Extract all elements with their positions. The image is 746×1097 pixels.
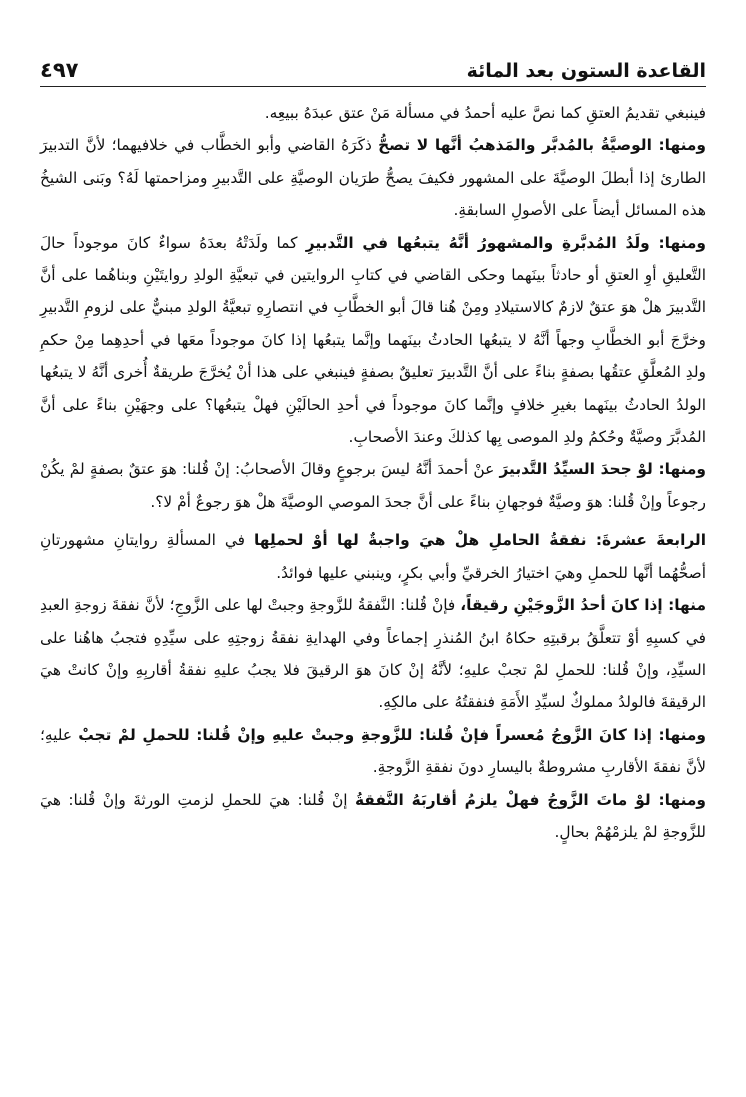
paragraph-lead: الرابعةَ عشرةَ: نفقةُ الحاملِ هلْ هيَ واجبةٌ لها أوْ لحملِها [253,531,706,550]
page-number: ٤٩٧ [40,58,79,82]
paragraph-lead: ومنها: الوصيَّةُ بالمُدبَّر والمَذهبُ أنَّها لا تصحُّ [378,136,706,155]
paragraph-text: عليهِ؛ لأنَّ نفقةَ الأقاربِ مشروطةٌ باليسارِ دونَ نفقةِ الزَّوجةِ. [40,725,706,777]
page-header [40,48,706,87]
paragraph-lead: ومنها: إذا كانَ الزَّوجُ مُعسراً فإنْ قُلنا: للزَّوجةِ وجبتْ عليهِ وإنْ قُلنا: للحملِ لمْ تجبْ [78,725,706,744]
page-body [40,97,706,848]
running-title: القاعدة الستون بعد المائة [466,60,706,82]
paragraph-text: فإنْ قُلنا: النَّفقةُ للزَّوجةِ وجبتْ لها على الزَّوجِ؛ لأنَّ نفقةَ زوجةِ العبدِ في كسبِهِ أوْ تتعلَّقُ برقبتِهِ حكاهُ ابنُ المُنذرِ إجماعاً وفي الهدايةِ نفقةُ زوجتِهِ على سيِّدِهِ فتجبُ هاهُنا على السيِّدِ، وإنْ قُلنا: للحملِ لمْ تجبْ عليهِ؛ لأنَّهُ إنْ كانَ هوَ الرقيقَ فلا يجبُ عليهِ نفقةُ أقاربِهِ وإنْ كانتْ هيَ الرقيقةَ فالولدُ مملوكٌ لسيِّدِ الأَمَةِ فنفقتُهُ على مالكِهِ. [40,596,706,712]
paragraph-text: فينبغي تقديمُ العتقِ كما نصَّ عليه أحمدُ في مسألة مَنْ عتق عبدَهُ ببيعِه. [264,104,706,122]
paragraph-6 [40,589,706,719]
paragraph-text: عنْ أحمدَ أنَّهُ ليسَ برجوعٍ وقالَ الأصحابُ: إنْ قُلنا: هوَ عتقٌ بصفةٍ لمْ يكُنْ رجوعاً وإنْ قُلنا: هوَ وصيَّةٌ فوجهانِ بناءً على أنَّ جحدَ الموصي الوصيَّةَ هلْ هوَ رجوعٌ أمْ لا؟. [40,460,706,511]
paragraph-1 [40,97,706,129]
paragraph-lead: ومنها: لوْ ماتَ الزَّوجُ فهلْ يلزمُ أقاربَهُ النَّفقةُ [354,790,706,809]
paragraph-text: كما ولَدَتْهُ بعدَهُ سواءٌ كانَ موجوداً حالَ التَّعليقِ أوِ العتقِ أو حادثاً بينَهما وحكى القاضي في كتابِ الروايتين في تبعيَّةِ الولدِ روايتَيْنِ وبناهُما على أنَّ التَّدبيرَ هلْ هوَ عتقٌ لازمٌ كالاستيلادِ ومِنْ هُنا قالَ أبو الخطَّابِ في انتصارِهِ تبعيَّةُ الولدِ مبنيٌّ على لزومِ التَّدبيرِ وخرَّجَ أبو الخطَّابِ وجهاً أنَّهُ لا يتبعُها الحادثُ بينَهما وإنَّما يتبعُها إذا كانَ موجوداً معَها في أحدِهِما مِنْ حكمِ ولدِ المُعلَّقِ عتقُها بصفةٍ بناءً على أنَّ التَّدبيرَ تعليقٌ بصفةٍ فينبغي على هذا أنْ يُخرَّجَ طريقةٌ أُخرى أنَّهُ لا يتبعُها الولدُ الحادثُ بينَهما بغيرِ خلافٍ وإنَّما كانَ موجوداً في أحدِ الحالَيْنِ فهلْ يتبعُها؟ على وجهَيْنِ بناءً على أنَّ المُدبَّرَ وصيَّةٌ وحُكمُ ولدِ الموصى بِها كذلكَ وعندَ الأصحابِ. [40,233,706,447]
paragraph-lead: ومنها: لوْ جحدَ السيِّدُ التَّدبيرَ [499,460,706,479]
paragraph-lead: منها: إذا كانَ أحدُ الزَّوجَيْنِ رقيقاً، [460,596,706,615]
paragraph-3 [40,227,706,454]
paragraph-text: ذكَرَهُ القاضي وأبو الخطَّاب في خلافيهما؛ لأنَّ التدبيرَ الطارئ إذا أبطلَ الوصيَّةَ على المشهور فكيفَ يصحُّ طرَيان الوصيَّةِ على التَّدبيرِ ومزاحمتها لَهُ؟ وبَنى الشيخُ هذه المسائل أيضاً على الأصولِ السابقةِ. [40,136,706,220]
paragraph-8 [40,784,706,849]
paragraph-5 [40,524,706,589]
book-page [40,48,706,1078]
paragraph-4 [40,453,706,518]
paragraph-text: في المسألةِ روايتانِ مشهورتانِ أصحُّهُما أنَّها للحملِ وهيَ اختيارُ الخرقيِّ وأبي بكرٍ، وينبني عليها فوائدُ. [40,531,706,582]
paragraph-text: إنْ قُلنا: هيَ للحملِ لزمتِ الورثةَ وإنْ قُلنا: هيَ للزَّوجةِ لمْ يلزمْهُمْ بحالٍ. [40,790,706,841]
paragraph-7 [40,719,706,784]
paragraph-lead: ومنها: ولَدُ المُدبَّرةِ والمشهورُ أنَّهُ يتبعُها في التَّدبيرِ [305,233,706,252]
paragraph-2 [40,129,706,226]
